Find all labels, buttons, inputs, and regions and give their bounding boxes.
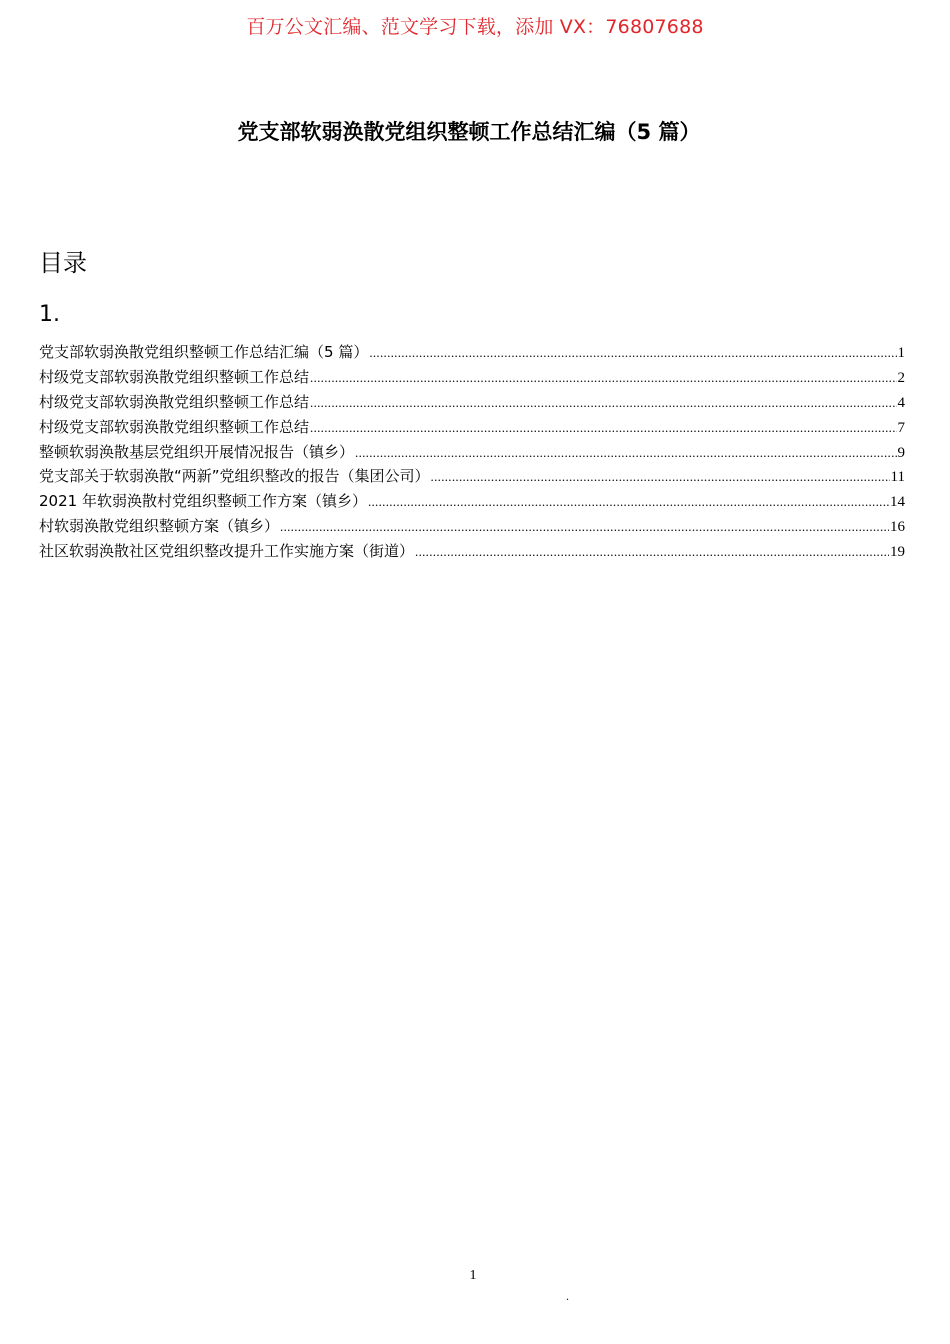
page-number: 1 <box>469 1268 477 1283</box>
toc-dot-leader <box>310 416 896 441</box>
toc-dot-leader <box>369 341 896 366</box>
toc-entry[interactable] <box>39 440 905 465</box>
toc-entry-title: 党支部软弱涣散党组织整顿工作总结汇编（5 篇） <box>39 343 369 361</box>
toc-entry-title: 村级党支部软弱涣散党组织整顿工作总结 <box>39 392 310 411</box>
toc-entry-title: 村级党支部软弱涣散党组织整顿工作总结 <box>39 367 310 386</box>
toc-entry-page: 9 <box>897 444 905 461</box>
toc-dot-leader <box>355 441 896 466</box>
toc-entry-title: 社区软弱涣散社区党组织整改提升工作实施方案（街道） <box>39 542 415 561</box>
toc-entry-title: 整顿软弱涣散基层党组织开展情况报告（镇乡） <box>39 442 355 461</box>
table-of-contents <box>39 340 905 564</box>
toc-dot-leader <box>310 366 896 391</box>
toc-entry-page: 19 <box>890 544 905 561</box>
header-banner: 百万公文汇编、范文学习下载，添加 VX：76807688 <box>246 16 704 38</box>
toc-entry[interactable] <box>39 489 905 514</box>
toc-entry[interactable] <box>39 514 905 539</box>
toc-section-number: 1. <box>39 302 60 327</box>
toc-dot-leader <box>310 391 896 416</box>
toc-entry-page: 7 <box>897 419 905 436</box>
toc-entry[interactable] <box>39 464 905 489</box>
toc-entry-title: 村软弱涣散党组织整顿方案（镇乡） <box>39 517 280 536</box>
toc-entry-page: 11 <box>890 469 905 486</box>
toc-entry-page: 2 <box>897 369 905 386</box>
toc-dot-leader <box>368 490 889 515</box>
toc-entry[interactable] <box>39 415 905 440</box>
toc-entry-title: 党支部关于软弱涣散“两新”党组织整改的报告（集团公司） <box>39 467 430 486</box>
toc-entry[interactable] <box>39 365 905 390</box>
toc-entry[interactable] <box>39 340 905 365</box>
toc-dot-leader <box>415 540 889 565</box>
toc-entry[interactable] <box>39 539 905 564</box>
toc-dot-leader <box>431 465 890 490</box>
toc-dot-leader <box>280 515 889 540</box>
footer-dot: . <box>566 1289 569 1303</box>
toc-entry-page: 1 <box>897 345 905 361</box>
toc-entry-page: 16 <box>890 519 905 536</box>
toc-entry[interactable] <box>39 390 905 415</box>
toc-entry-title: 村级党支部软弱涣散党组织整顿工作总结 <box>39 417 310 436</box>
document-title: 党支部软弱涣散党组织整顿工作总结汇编（5 篇） <box>237 120 701 144</box>
toc-heading: 目录 <box>39 249 87 277</box>
toc-entry-title: 2021 年软弱涣散村党组织整顿工作方案（镇乡） <box>39 492 367 511</box>
toc-entry-page: 14 <box>890 494 905 511</box>
toc-entry-page: 4 <box>897 394 905 411</box>
